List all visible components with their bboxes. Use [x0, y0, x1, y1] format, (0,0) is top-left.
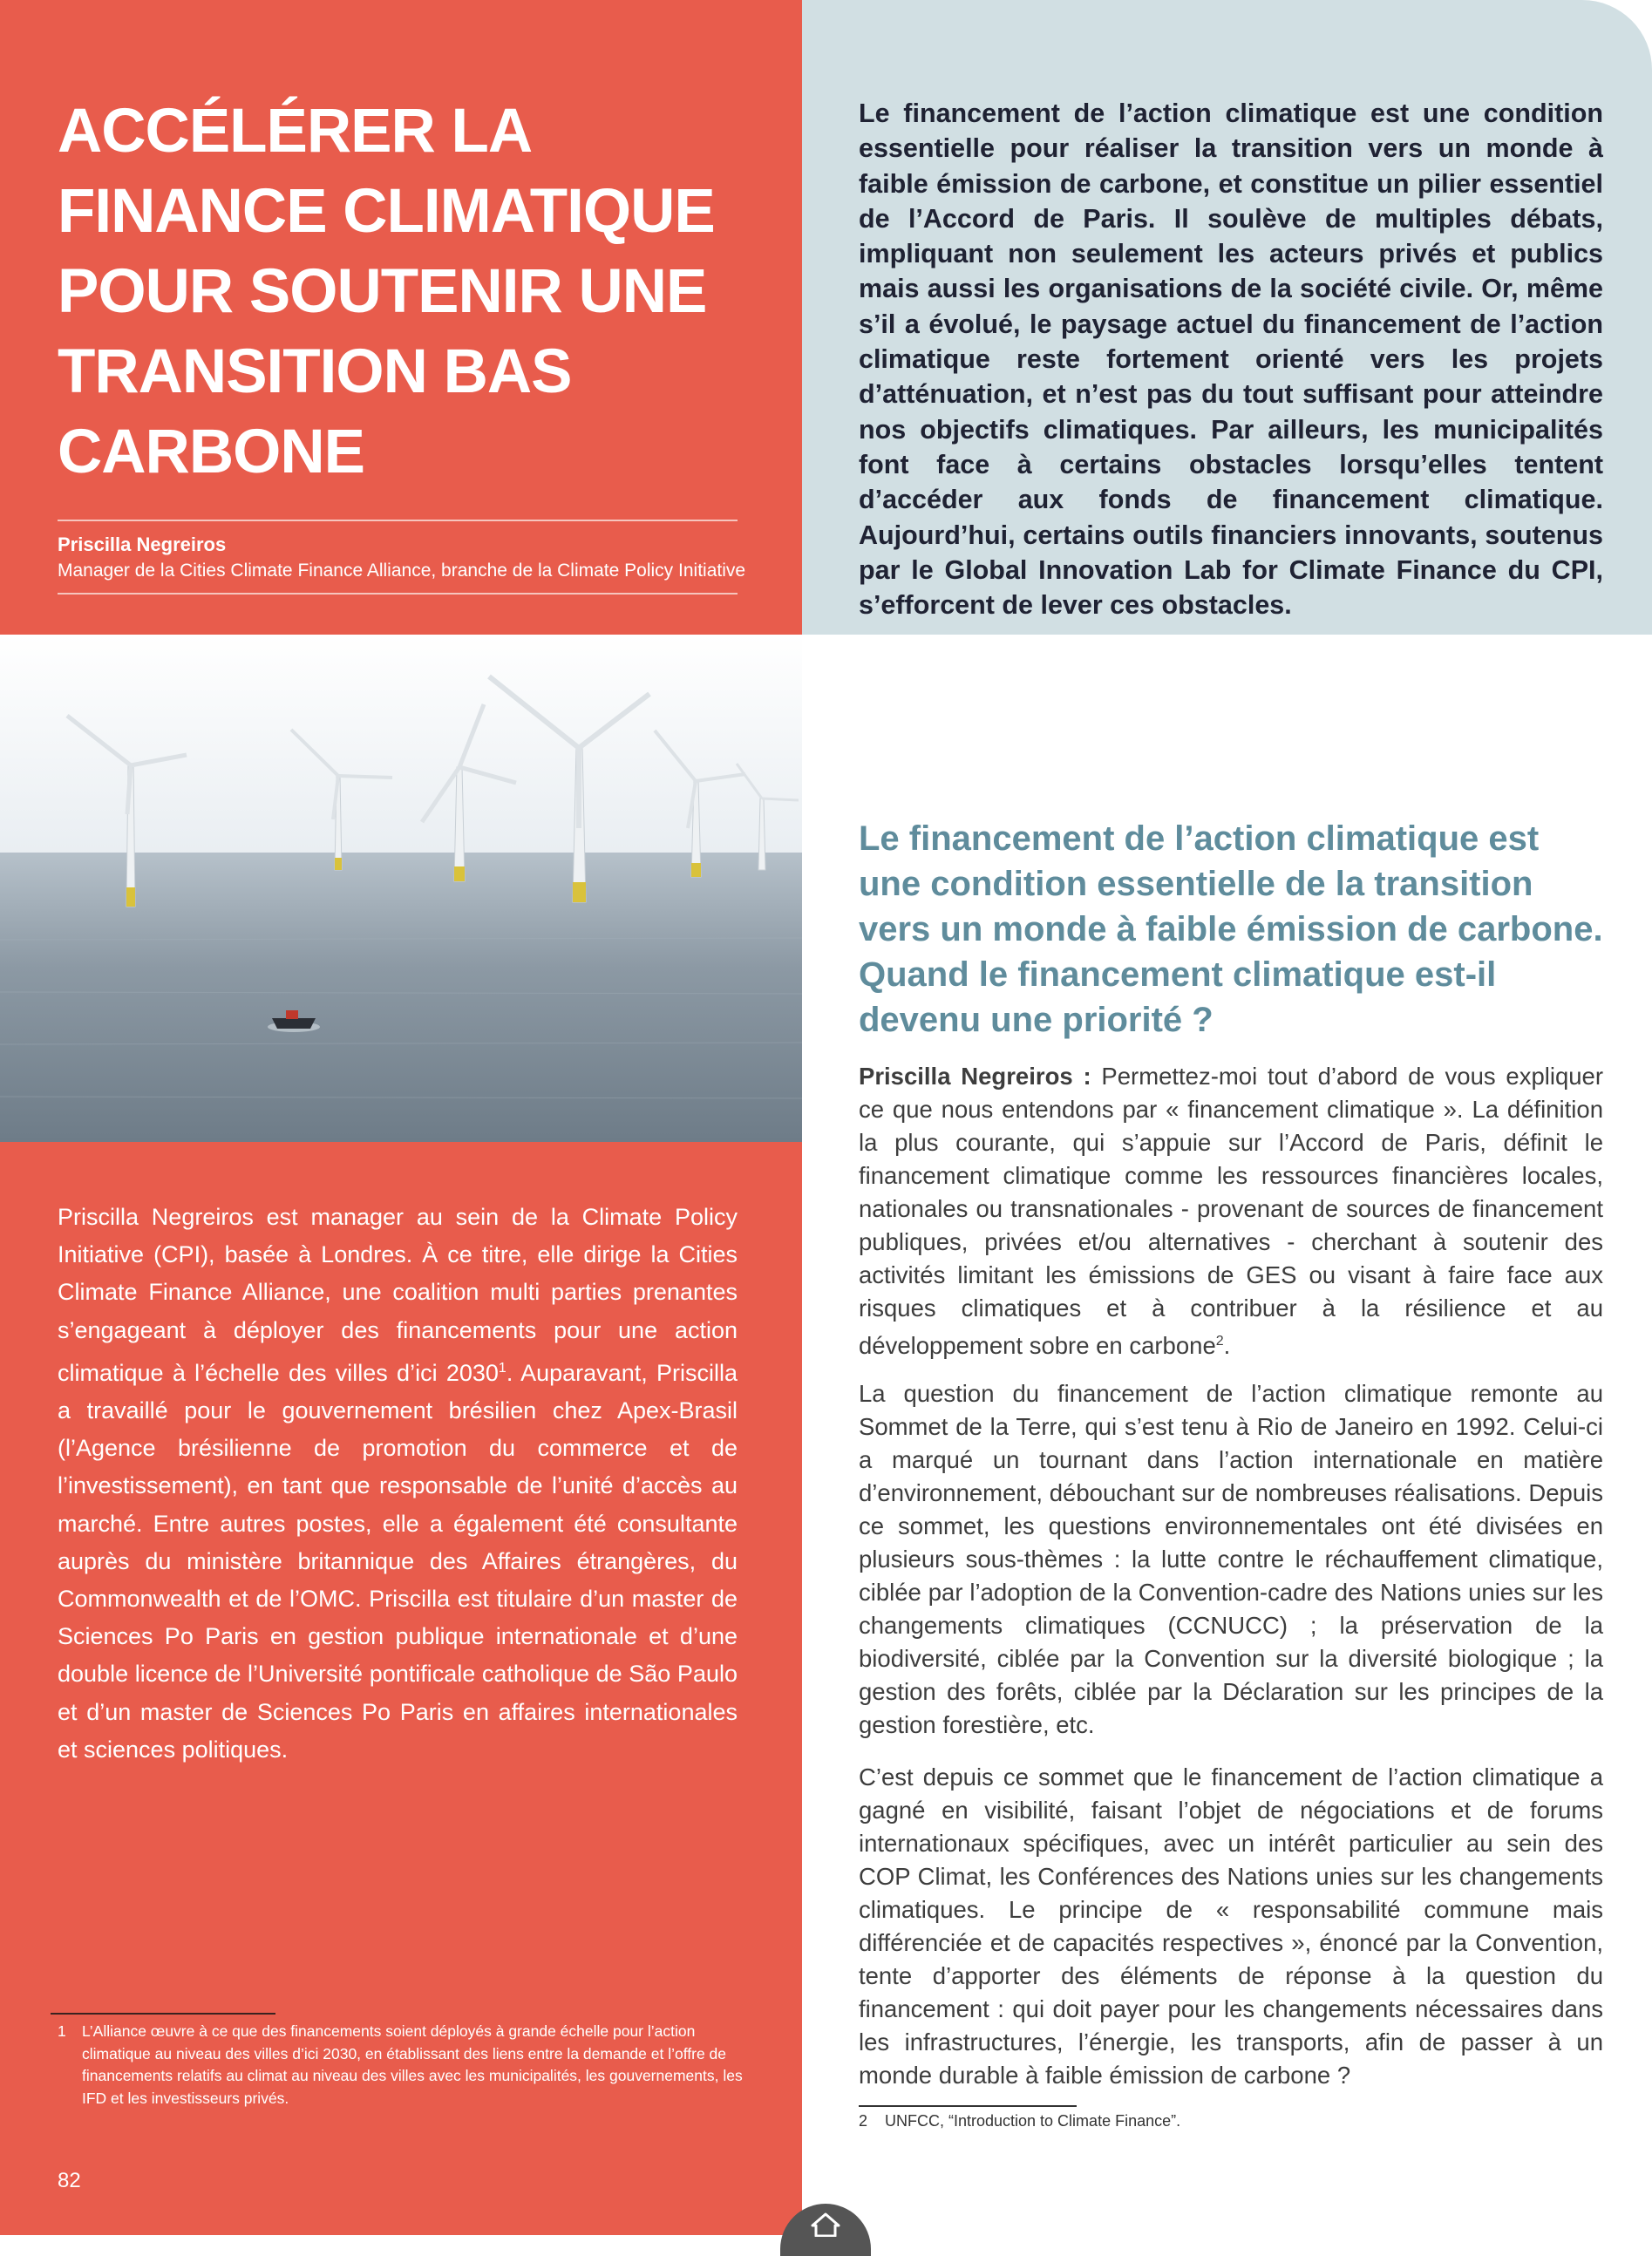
author-bottom-divider — [58, 593, 738, 595]
article-title: ACCÉLÉRER LA FINANCE CLIMATIQUE POUR SOUTENIR UNE TRANSITION BAS CARBONE — [58, 97, 715, 486]
page-number: 82 — [58, 2169, 81, 2192]
left-footnote — [51, 2021, 748, 2110]
wind-turbines-photo — [0, 635, 802, 1142]
answer-paragraph-3: C’est depuis ce sommet que le financement de l’action climatique a gagné en visibilité, faisant l’objet de négociations et de forums internationaux spécifiques, avec un intérêt particulier au sein des COP Climat, les Conférences des Nations unies sur les changements climatiques. Le principe de « responsabilité commune mais différenciée et de capacités respectives », énoncé par la Convention, tente d’apporter des éléments de réponse à la question du financement : qui doit payer pour les changements nécessaires dans les infrastructures, l’énergie, les transports, afin de passer à un monde durable à faible émission de carbone ? — [859, 1763, 1603, 2089]
article-intro: Le financement de l’action climatique est une condition essentielle pour réaliser la transition vers un monde à faible émission de carbone, et constitue un pilier essentiel de l’Accord de Paris. Il soulève de multiples débats, impliquant non seulement les acteurs privés et publics mais aussi les organisations de la société civile. Or, même s’il a évolué, le paysage actuel du financement de l’action climatique reste fortement orienté vers les projets d’atténuation, et n’est pas du tout suffisant pour atteindre nos objectifs climatiques. Par ailleurs, les municipalités font face à certains obstacles lorsqu’elles tentent d’accéder aux fonds de financement climatique. Aujourd’hui, certains outils financiers innovants, soutenus par le Global Innovation Lab for Climate Finance du CPI, s’efforcent de lever ces obstacles. — [859, 99, 1603, 621]
answer-paragraph-1 — [859, 1060, 1603, 1362]
footnote-text: L’Alliance œuvre à ce que des financements soient déployés à grande échelle pour l’action climatique au niveau des villes d’ici 2030, en établissant des liens entre la demande et l’offre de financements relatifs au climat au niveau des villes avec les municipalités, les gouvernements, les IFD et les investisseurs privés. — [82, 2022, 743, 2107]
right-footnote — [859, 2112, 1180, 2130]
answer-text-1: Permettez-moi tout d’abord de vous expliquer ce que nous entendons par « financement climatique ». La définition la plus courante, qui s’appuie sur l’Accord de Paris, définit le financement climatique comme les ressources financières locales, nationales ou transnationales - provenant de sources de financement publiques, privées et/ou alternatives - cherchant à soutenir des activités limitant les émissions de GES ou visant à faire face aux risques climatiques et à contribuer à la résilience et au développement sobre en carbone — [859, 1063, 1604, 1360]
answer-text-1-end: . — [1223, 1332, 1231, 1360]
author-bio — [58, 1199, 738, 1769]
left-footnote-divider — [51, 2013, 275, 2015]
bio-footnote-ref: 1 — [498, 1360, 506, 1376]
author-top-divider — [58, 520, 738, 521]
home-icon — [811, 2212, 840, 2237]
right-footnote-text: UNFCC, “Introduction to Climate Finance”. — [885, 2112, 1181, 2130]
right-footnote-divider — [859, 2105, 1077, 2107]
answer-speaker: Priscilla Negreiros : — [859, 1063, 1091, 1090]
right-footnote-number: 2 — [859, 2112, 868, 2130]
bio-text-continued: . Auparavant, Priscilla a travaillé pour le gouvernement brésilien chez Apex-Brasil (l’Agence brésilienne de promotion du commerce et de l’investissement), en tant que responsable de l’unité d’accès au marché. Entre autres postes, elle a également été consultante auprès du ministère britannique des Affaires étrangères, du Commonwealth et de l’OMC. Priscilla est titulaire d’un master de Sciences Po Paris en gestion publique internationale et d’une double licence de l’Université pontificale catholique de São Paulo et d’un master de Sciences Po Paris en affaires internationales et sciences politiques. — [58, 1359, 738, 1763]
footnote-number: 1 — [58, 2022, 66, 2040]
interview-question: Le financement de l’action climatique est une condition essentielle de la transition vers un monde à faible émission de carbone. Quand le financement climatique est-il devenu une priorité ? — [859, 819, 1603, 1039]
answer-footnote-ref: 2 — [1215, 1334, 1224, 1349]
answer-paragraph-2: La question du financement de l’action climatique remonte au Sommet de la Terre, qui s’est tenu à Rio de Janeiro en 1992. Celui-ci a marqué un tournant dans l’action internationale en matière d’environnement, débouchant sur de nombreuses réalisations. Depuis ce sommet, les questions environnementales ont été divisées en plusieurs sous-thèmes : la lutte contre le réchauffement climatique, ciblée par l’adoption de la Convention-cadre des Nations unies sur les changements climatiques (CCNUCC) ; la préservation de la biodiversité, ciblée par la Convention sur la diversité biologique ; la gestion des forêts, ciblée par la Déclaration sur les principes de la gestion forestière, etc. — [859, 1380, 1603, 1738]
author-role: Manager de la Cities Climate Finance Alliance, branche de la Climate Policy Initiative — [58, 561, 746, 581]
bio-text: Priscilla Negreiros est manager au sein de la Climate Policy Initiative (CPI), basée à Londres. À ce titre, elle dirige la Cities Climate Finance Alliance, une coalition multi parties prenantes s’engageant à déployer des financements pour une action climatique à l’échelle des villes d’ici 2030 — [58, 1204, 738, 1386]
author-name: Priscilla Negreiros — [58, 533, 227, 555]
